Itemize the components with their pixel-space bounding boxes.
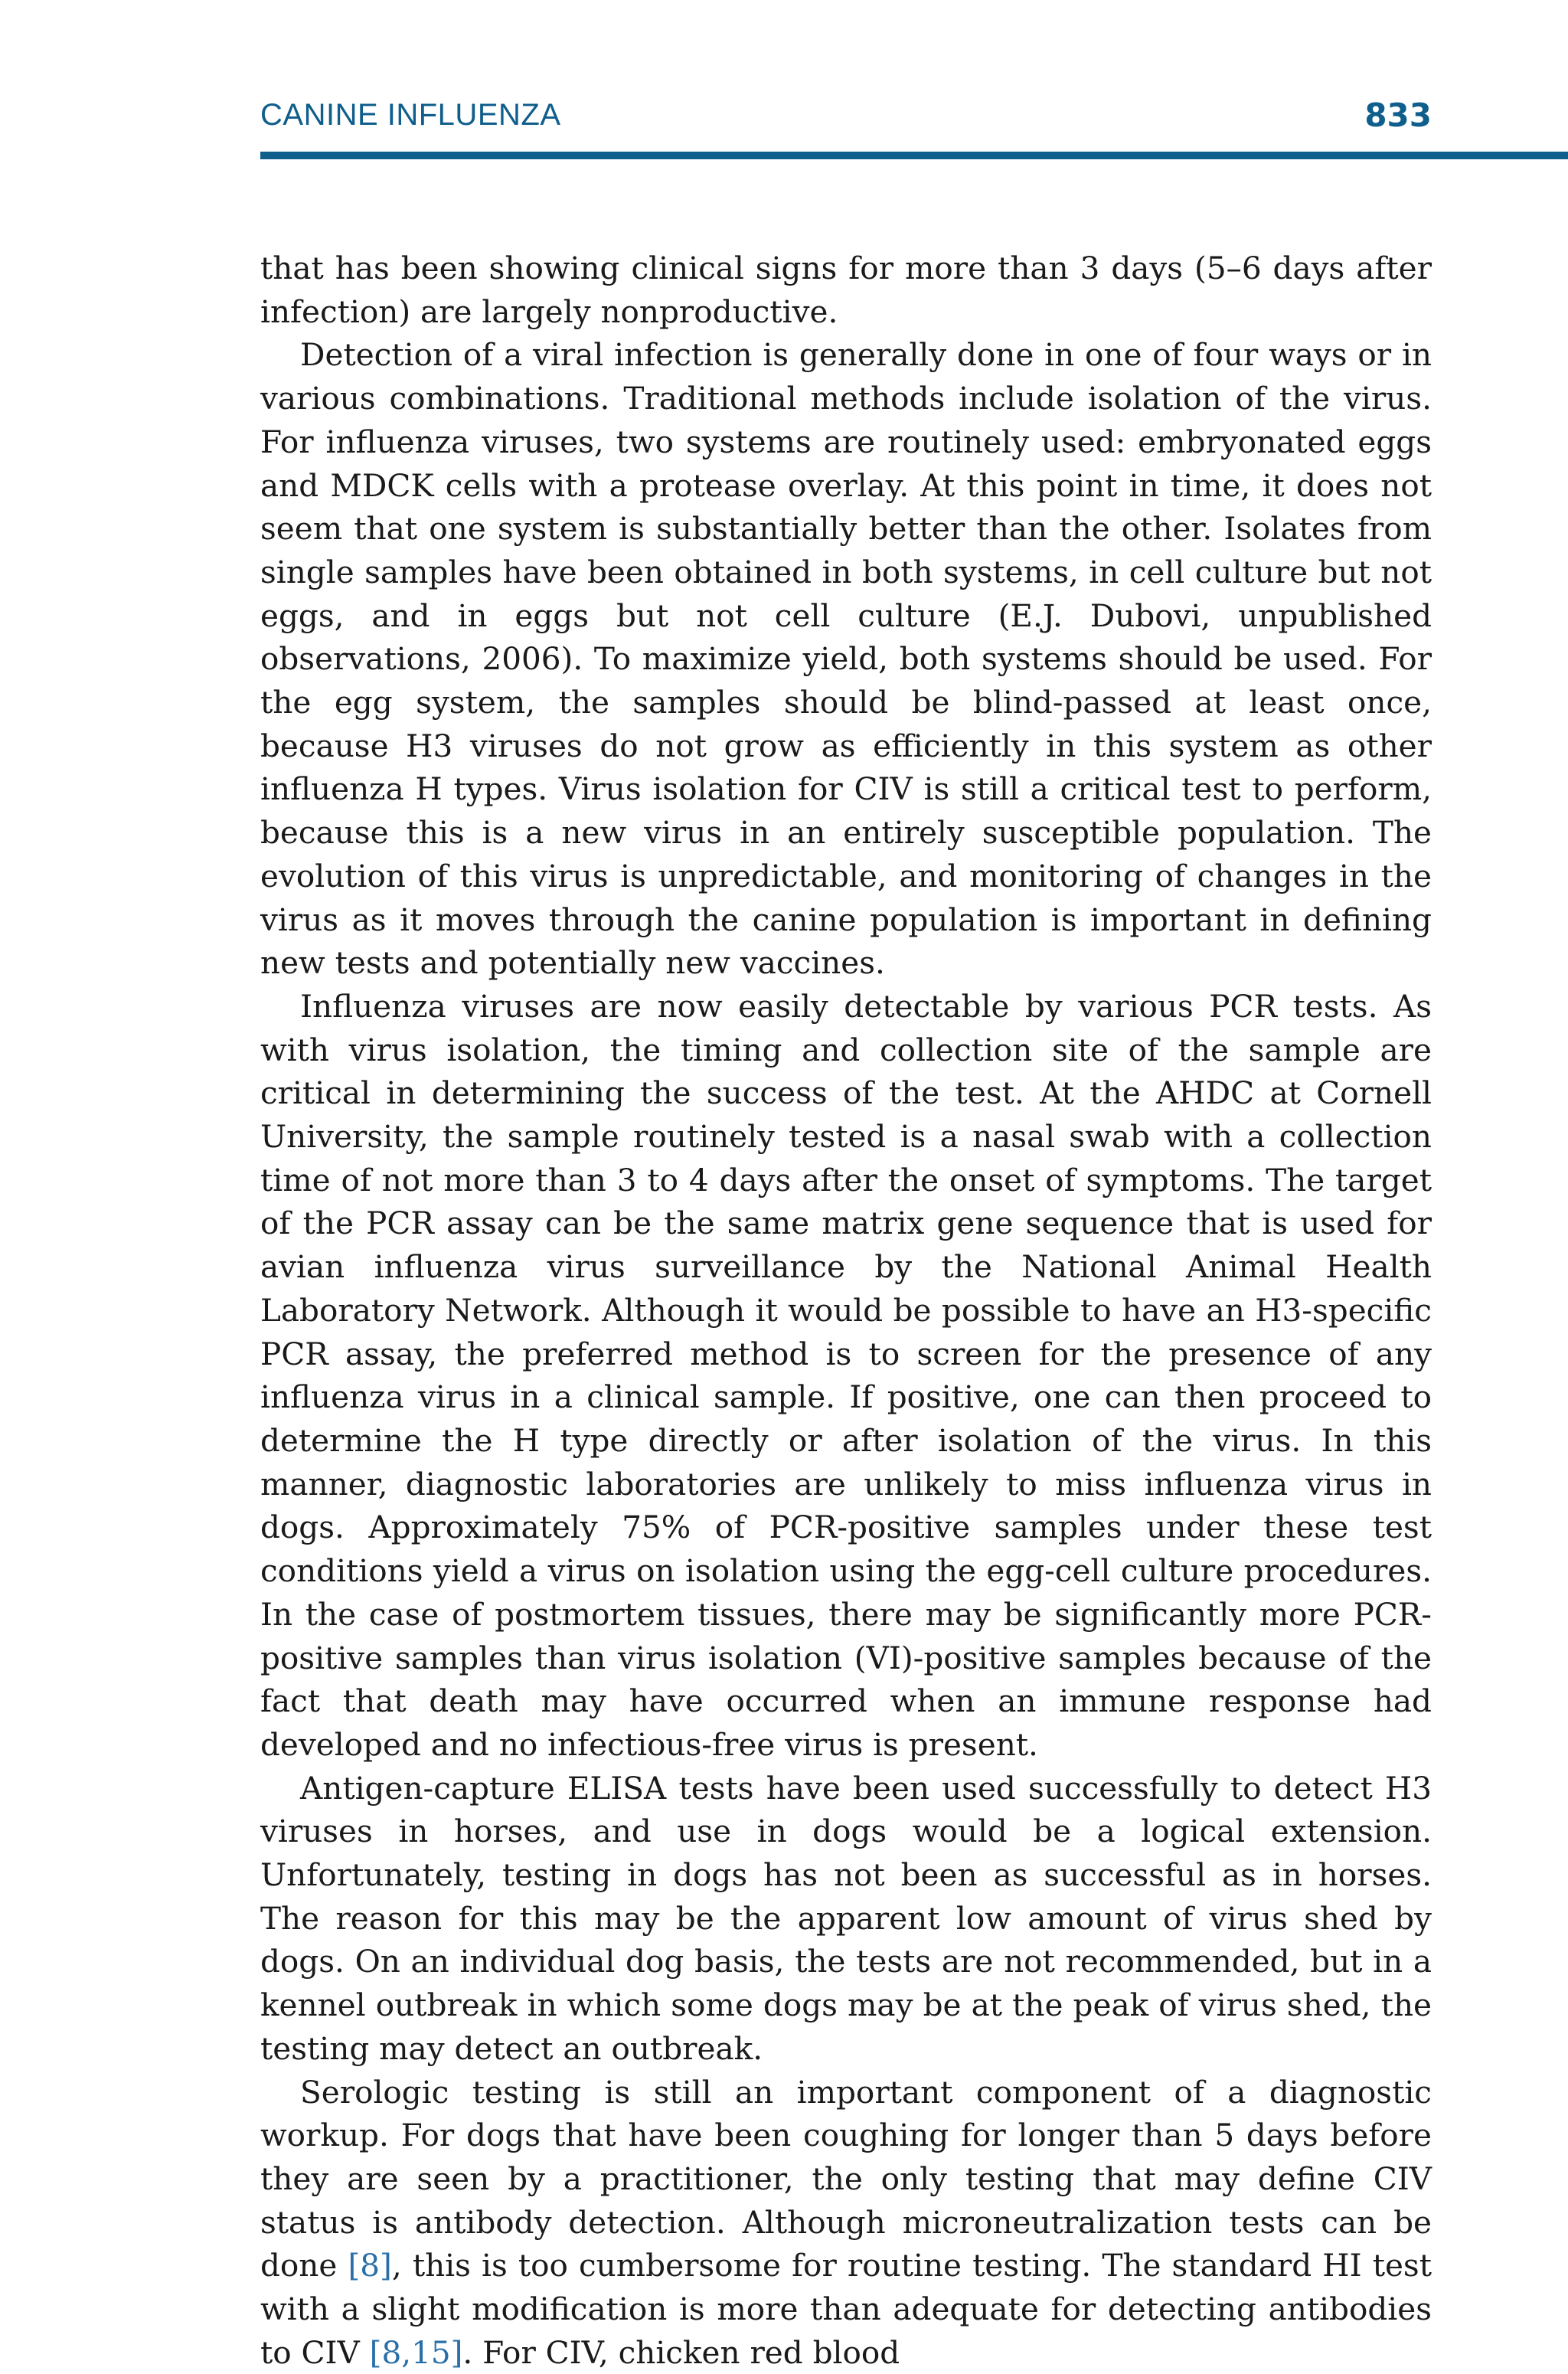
article-body	[260, 247, 1432, 2374]
paragraph-text-segment: Serologic testing is still an important component of a diagnostic workup. For dogs that have been coughing for longer than 5 days before they are seen by a practitioner, the only testing that may define CIV status is antibody detection. Although microneutralization tests can be done	[260, 2073, 1432, 2284]
paragraph-text-segment: , this is too cumbersome for routine testing. The standard HI test with a slight modification is more than adequate for detecting antibodies to CIV	[260, 2247, 1432, 2371]
running-title: CANINE INFLUENZA	[260, 98, 561, 132]
page-number: 833	[1364, 96, 1432, 134]
paragraph-elisa-tests: Antigen-capture ELISA tests have been used successfully to detect H3 viruses in horses, and use in dogs would be a logical extension. Unfortunately, testing in dogs has not been as successful as in horses. The reason for this may be the apparent low amount of virus shed by dogs. On an individual dog basis, the tests are not recommended, but in a kennel outbreak in which some dogs may be at the peak of virus shed, the testing may detect an outbreak.	[260, 1769, 1432, 2067]
running-header	[260, 98, 1432, 136]
header-rule	[260, 152, 1568, 159]
paragraph-continuation: that has been showing clinical signs for more than 3 days (5–6 days after infection) are largely nonproductive.	[260, 250, 1432, 330]
citation-link[interactable]: [8]	[348, 2247, 392, 2284]
citation-link[interactable]: [8,15]	[369, 2333, 463, 2371]
paragraph-pcr-tests: Influenza viruses are now easily detectable by various PCR tests. As with virus isolation, the timing and collection site of the sample are critical in determining the success of the test. At the AHDC at Cornell University, the sample routinely tested is a nasal swab with a collection time of not more than 3 to 4 days after the onset of symptoms. The target of the PCR assay can be the same matrix gene sequence that is used for avian influenza virus surveillance by the National Animal Health Laboratory Network. Although it would be possible to have an H3-specific PCR assay, the preferred method is to screen for the presence of any influenza virus in a clinical sample. If positive, one can then proceed to determine the H type directly or after isolation of the virus. In this manner, diagnostic laboratories are unlikely to miss influenza virus in dogs. Approximately 75% of PCR-positive samples under these test conditions yield a virus on isolation using the egg-cell culture procedures. In the case of postmortem tissues, there may be significantly more PCR-positive samples than virus isolation (VI)-positive samples because of the fact that death may have occurred when an immune response had developed and no infectious-free virus is present.	[260, 987, 1432, 1763]
paragraph-text-segment: . For CIV, chicken red blood	[462, 2333, 900, 2371]
paragraph-serologic-testing	[260, 2071, 1432, 2374]
paragraph-virus-isolation: Detection of a viral infection is generally done in one of four ways or in various combinations. Traditional methods include isolation of the virus. For influenza viruses, two systems are routinely used: embryonated eggs and MDCK cells with a protease overlay. At this point in time, it does not seem that one system is substantially better than the other. Isolates from single samples have been obtained in both systems, in cell culture but not eggs, and in eggs but not cell culture (E.J. Dubovi, unpublished observations, 2006). To maximize yield, both systems should be used. For the egg system, the samples should be blind-passed at least once, because H3 viruses do not grow as efficiently in this system as other influenza H types. Virus isolation for CIV is still a critical test to perform, because this is a new virus in an entirely susceptible population. The evolution of this virus is unpredictable, and monitoring of changes in the virus as it moves through the canine population is important in defining new tests and potentially new vaccines.	[260, 336, 1432, 982]
